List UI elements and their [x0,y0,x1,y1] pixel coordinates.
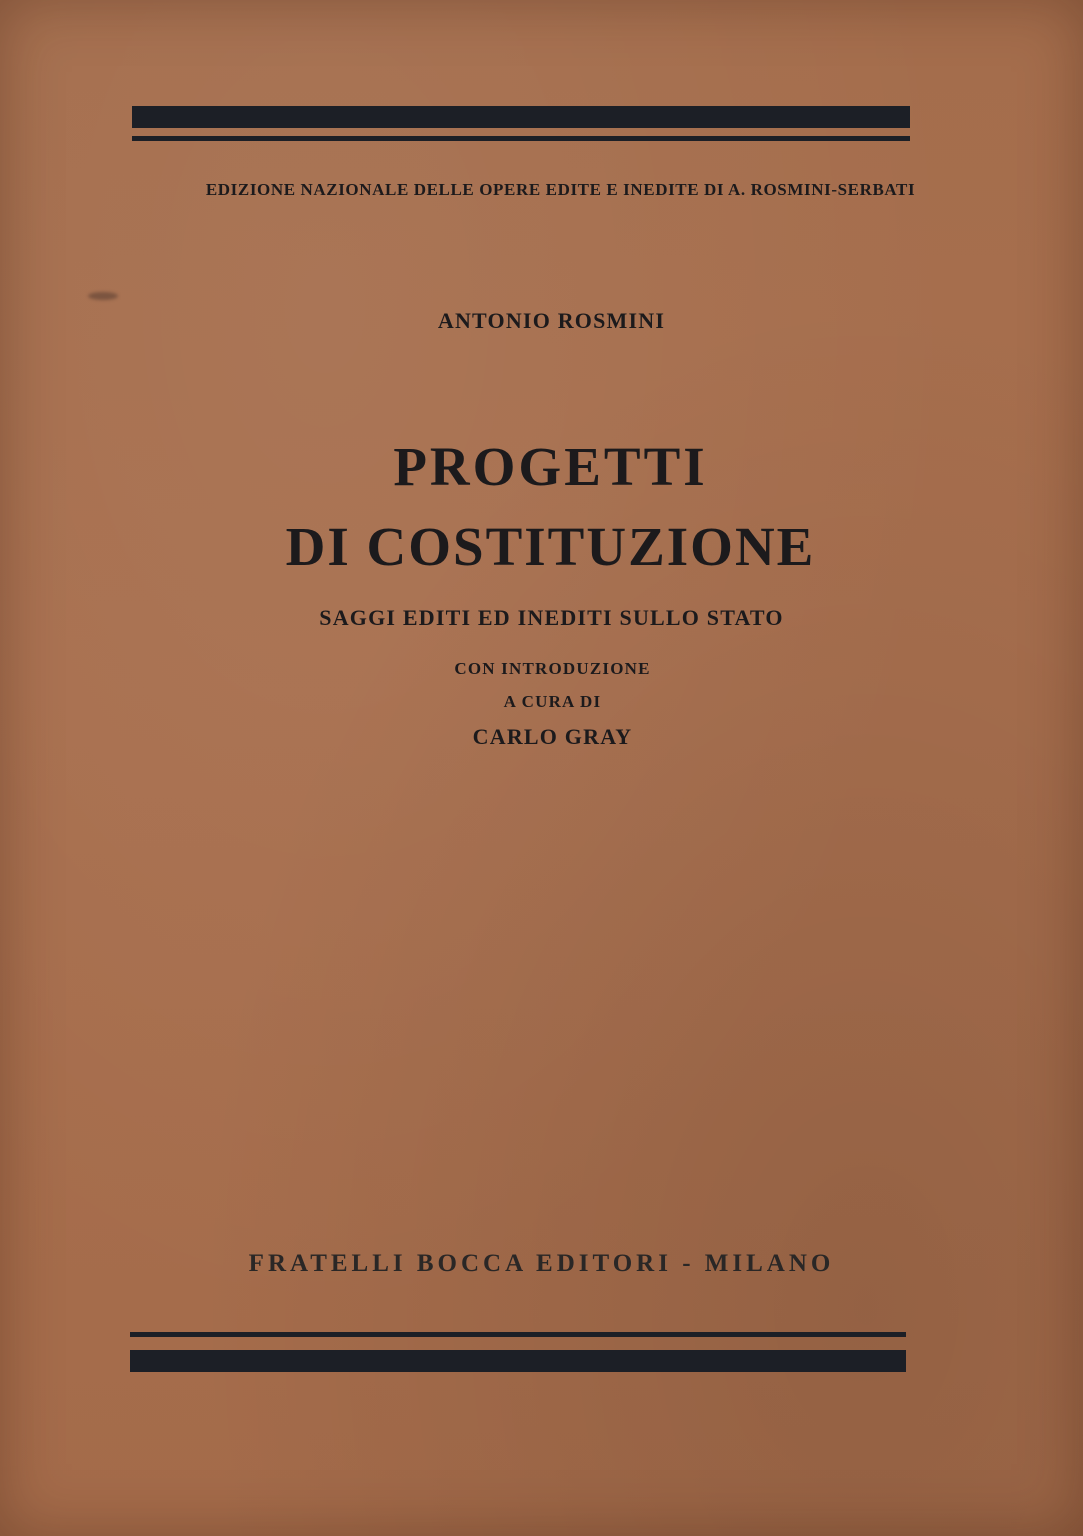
top-thick-rule [132,106,910,128]
book-title-line-2: DI COSTITUZIONE [285,516,816,577]
publisher-imprint: FRATELLI BOCCA EDITORI - MILANO [248,1250,835,1277]
series-title: EDIZIONE NAZIONALE DELLE OPERE EDITE E INEDITE DI A. ROSMINI-SERBATI [205,180,916,199]
editor-name: CARLO GRAY [472,724,633,749]
introduction-line: CON INTRODUZIONE [454,659,651,678]
top-thin-rule [132,136,910,141]
ink-smudge [88,292,118,300]
bottom-thick-rule [130,1350,906,1372]
edited-by-line: A CURA DI [503,692,602,711]
bottom-thin-rule [130,1332,906,1337]
author-name: ANTONIO ROSMINI [437,308,666,333]
book-title-line-1: PROGETTI [393,436,708,497]
book-subtitle: SAGGI EDITI ED INEDITI SULLO STATO [319,605,784,630]
